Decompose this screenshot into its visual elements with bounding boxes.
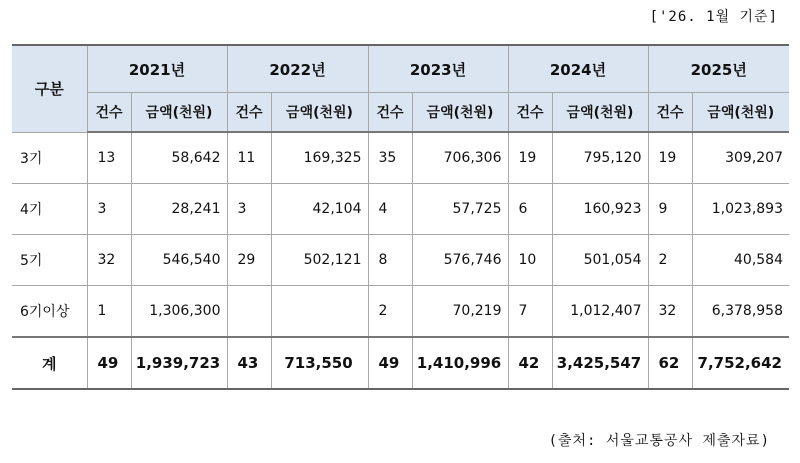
total-amount-cell: 1,939,723 xyxy=(131,337,227,389)
year-header-2021: 2021년 xyxy=(87,45,227,93)
amount-cell: 502,121 xyxy=(271,235,368,286)
count-header: 건수 xyxy=(508,93,552,133)
amount-header: 금액(천원) xyxy=(131,93,227,133)
year-header-2023: 2023년 xyxy=(368,45,508,93)
count-header: 건수 xyxy=(368,93,412,133)
amount-header: 금액(천원) xyxy=(692,93,789,133)
table-row xyxy=(12,235,789,286)
count-cell: 2 xyxy=(648,235,692,286)
count-cell: 29 xyxy=(227,235,271,286)
amount-cell: 42,104 xyxy=(271,184,368,235)
amount-cell: 309,207 xyxy=(692,132,789,184)
amount-cell xyxy=(271,286,368,338)
amount-cell: 546,540 xyxy=(131,235,227,286)
year-header-2022: 2022년 xyxy=(227,45,368,93)
count-cell: 10 xyxy=(508,235,552,286)
count-header: 건수 xyxy=(227,93,271,133)
count-cell: 19 xyxy=(508,132,552,184)
count-cell: 11 xyxy=(227,132,271,184)
count-cell: 8 xyxy=(368,235,412,286)
amount-cell: 795,120 xyxy=(552,132,648,184)
count-cell: 32 xyxy=(87,235,131,286)
total-label: 계 xyxy=(12,337,87,389)
count-cell: 3 xyxy=(227,184,271,235)
count-cell: 13 xyxy=(87,132,131,184)
count-cell: 4 xyxy=(368,184,412,235)
count-header: 건수 xyxy=(648,93,692,133)
count-cell: 2 xyxy=(368,286,412,338)
amount-cell: 28,241 xyxy=(131,184,227,235)
amount-cell: 169,325 xyxy=(271,132,368,184)
count-cell: 35 xyxy=(368,132,412,184)
amount-cell: 706,306 xyxy=(412,132,508,184)
row-label: 5기 xyxy=(12,235,87,286)
amount-header: 금액(천원) xyxy=(552,93,648,133)
count-cell: 9 xyxy=(648,184,692,235)
amount-cell: 70,219 xyxy=(412,286,508,338)
total-count-cell: 49 xyxy=(87,337,131,389)
year-header-2025: 2025년 xyxy=(648,45,789,93)
total-count-cell: 43 xyxy=(227,337,271,389)
total-amount-cell: 1,410,996 xyxy=(412,337,508,389)
table-row xyxy=(12,132,789,184)
total-count-cell: 49 xyxy=(368,337,412,389)
amount-cell: 58,642 xyxy=(131,132,227,184)
amount-cell: 1,306,300 xyxy=(131,286,227,338)
count-cell: 19 xyxy=(648,132,692,184)
amount-cell: 501,054 xyxy=(552,235,648,286)
count-cell: 3 xyxy=(87,184,131,235)
count-cell: 32 xyxy=(648,286,692,338)
count-cell: 1 xyxy=(87,286,131,338)
row-label: 3기 xyxy=(12,132,87,184)
count-cell: 7 xyxy=(508,286,552,338)
statistics-table xyxy=(12,44,789,390)
category-header: 구분 xyxy=(12,45,87,132)
amount-cell: 160,923 xyxy=(552,184,648,235)
amount-cell: 40,584 xyxy=(692,235,789,286)
amount-cell: 1,012,407 xyxy=(552,286,648,338)
amount-header: 금액(천원) xyxy=(271,93,368,133)
total-count-cell: 42 xyxy=(508,337,552,389)
count-header: 건수 xyxy=(87,93,131,133)
table-row xyxy=(12,184,789,235)
row-label: 6기이상 xyxy=(12,286,87,338)
year-header-2024: 2024년 xyxy=(508,45,648,93)
total-amount-cell: 713,550 xyxy=(271,337,368,389)
total-count-cell: 62 xyxy=(648,337,692,389)
total-row xyxy=(12,337,789,389)
reference-date-note: ['26. 1월 기준] xyxy=(649,9,778,25)
source-note: (출처: 서울교통공사 제출자료) xyxy=(548,433,770,449)
header-year-row xyxy=(12,45,789,93)
row-label: 4기 xyxy=(12,184,87,235)
count-cell: 6 xyxy=(508,184,552,235)
amount-header: 금액(천원) xyxy=(412,93,508,133)
total-amount-cell: 3,425,547 xyxy=(552,337,648,389)
amount-cell: 57,725 xyxy=(412,184,508,235)
count-cell xyxy=(227,286,271,338)
amount-cell: 1,023,893 xyxy=(692,184,789,235)
amount-cell: 6,378,958 xyxy=(692,286,789,338)
table-row xyxy=(12,286,789,338)
amount-cell: 576,746 xyxy=(412,235,508,286)
header-sub-row xyxy=(12,93,789,133)
total-amount-cell: 7,752,642 xyxy=(692,337,789,389)
